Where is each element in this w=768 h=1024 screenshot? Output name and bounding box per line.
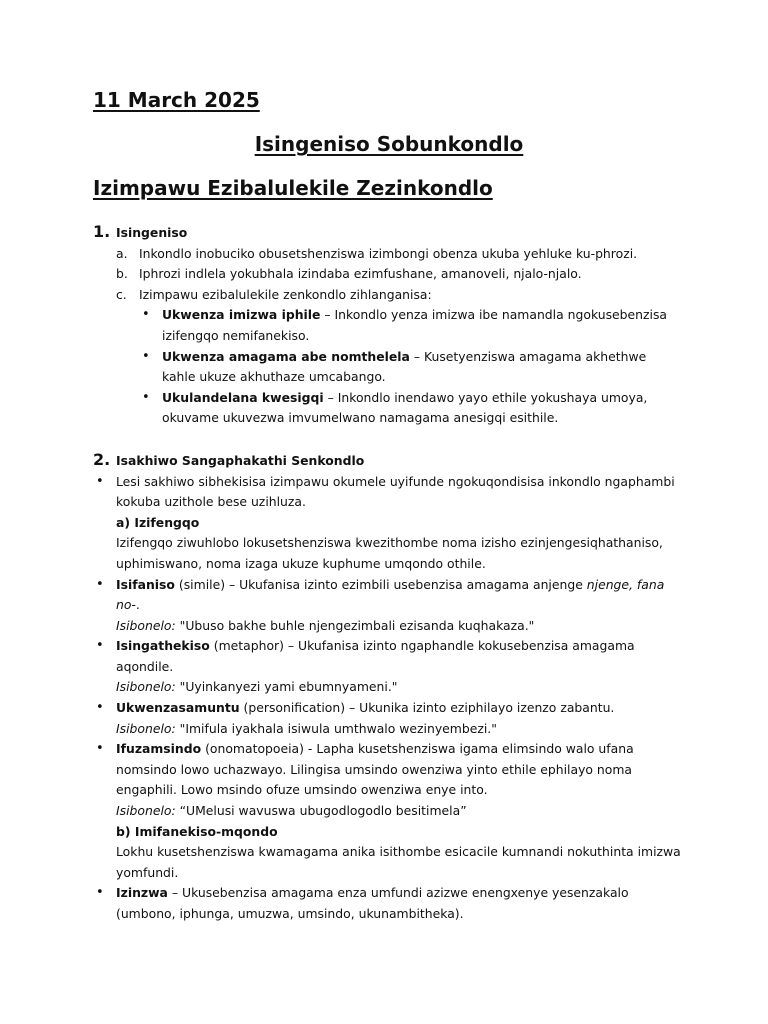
figure-desc: (onomatopoeia) - Lapha kusetshenziswa igama elimsindo walo ufana nomsindo lowo uchazwayo. Lilingisa umsindo owenziwa yinto ethile ephilayo noma engaphili. Lowo msindo ofuze umsindo owenziwa enye into. — [116, 741, 634, 798]
section-1-title: Isingeniso — [116, 225, 188, 240]
figure-item — [93, 575, 683, 637]
feature-term: Ukwenza imizwa iphile — [162, 307, 321, 323]
example-label: Isibonelo: — [116, 617, 176, 633]
example-text: “UMelusi wavuswa ubugodlogodlo besitimela” — [175, 803, 467, 819]
example-text: "Ubuso bakhe buhle njengezimbali ezisanda kuqhakaza." — [175, 617, 535, 633]
example-text: "Uyinkanyezi yami ebumnyameni." — [175, 679, 398, 695]
figure-term: Isifaniso — [116, 576, 175, 592]
features-list — [139, 305, 683, 429]
list-item — [116, 264, 683, 285]
figure-item — [93, 698, 683, 739]
list-item — [93, 472, 683, 513]
figure-desc-italic: njenge, fana no- — [116, 576, 665, 613]
imagery-item — [93, 883, 683, 924]
imifanekiso-list — [93, 883, 683, 924]
section-1-number: 1. — [93, 222, 111, 241]
list-item-text: Inkondlo inobuciko obusetshenziswa izimbongi obenza ukuba yehluke ku-phrozi. — [139, 245, 638, 261]
figure-term: Ukwenzasamuntu — [116, 700, 240, 716]
imagery-term: Izinzwa — [116, 885, 168, 901]
feature-item — [139, 305, 683, 346]
feature-desc: – Kusetyenziswa amagama akhethwe kahle ukuze akhuthaze umcabango. — [162, 348, 647, 385]
example-label: Isibonelo: — [116, 679, 176, 695]
imifanekiso-description: Lokhu kusetshenziswa kwamagama anika isithombe esicacile kumnandi nokuthinta imizwa yomfundi. — [116, 844, 681, 880]
figure-term: Ifuzamsindo — [116, 741, 202, 757]
document-title: Isingeniso Sobunkondlo — [254, 132, 524, 156]
document-body — [93, 222, 683, 925]
figure-term: Isingathekiso — [116, 638, 210, 654]
figure-item — [93, 636, 683, 698]
figure-desc: (metaphor) – Ukufanisa izinto ngaphandle kokusebenzisa amagama aqondile. — [116, 638, 635, 674]
section-2-intro: Lesi sakhiwo sibhekisisa izimpawu okumele uyifunde ngokuqondisisa inkondlo ngaphambi kokuba uzithole bese uzihluza. — [116, 473, 675, 510]
section-2-heading — [93, 450, 683, 472]
figure-item — [93, 739, 683, 821]
list-item-text: Izimpawu ezibalulekile zenkondlo zihlanganisa: — [139, 286, 432, 302]
figure-desc-tail: . — [135, 597, 140, 613]
feature-desc: – Inkondlo yenza imizwa ibe namandla ngokusebenzisa izifengqo nemifanekiso. — [162, 307, 668, 343]
list-marker: a. — [116, 245, 128, 261]
list-item-text: Iphrozi indlela yokubhala izindaba ezimfushane, amanoveli, njalo-njalo. — [139, 266, 582, 282]
example-text: "Imifula iyakhala isiwula umthwalo wezinyembezi." — [175, 720, 497, 736]
section-2-intro-list — [93, 472, 683, 513]
example-label: Isibonelo: — [116, 720, 176, 736]
imifanekiso-heading: b) Imifanekiso-mqondo — [116, 823, 278, 839]
figure-desc: (simile) – Ukufanisa izinto ezimbili usebenzisa amagama anjenge — [174, 576, 587, 592]
feature-desc: – Inkondlo inendawo yayo ethile yokushaya umoya, okuvame ukuvezwa imvumelwano namagama anesigqi esithile. — [162, 389, 648, 426]
section-1-list — [93, 244, 683, 429]
feature-item — [139, 347, 683, 388]
list-marker: b. — [116, 266, 128, 282]
feature-item — [139, 388, 683, 429]
section-2-number: 2. — [93, 449, 111, 469]
izifengqo-description: Izifengqo ziwuhlobo lokusetshenziswa kwezithombe noma izisho ezinjengesiqhathaniso, uphimiswano, noma izaga ukuze kuphume umqondo othile. — [116, 535, 663, 571]
izifengqo-list — [93, 575, 683, 822]
figure-desc: (personification) – Ukunika izinto eziphilayo izenzo zabantu. — [239, 700, 615, 716]
section-2-title: Isakhiwo Sangaphakathi Senkondlo — [116, 452, 365, 468]
list-marker: c. — [116, 286, 127, 302]
list-item — [116, 244, 683, 265]
list-item — [116, 285, 683, 429]
imagery-desc: – Ukusebenzisa amagama enza umfundi azizwe enengxenye yesenzakalo (umbono, iphunga, umuzwa, umsindo, ukunambitheka). — [116, 885, 629, 921]
example-label: Isibonelo: — [116, 803, 176, 819]
feature-term: Ukwenza amagama abe nomthelela — [162, 348, 410, 364]
feature-term: Ukulandelana kwesigqi — [162, 389, 324, 405]
section-1-heading — [93, 222, 683, 244]
document-date: 11 March 2025 — [93, 88, 260, 112]
document-subtitle: Izimpawu Ezibalulekile Zezinkondlo — [93, 176, 493, 200]
izifengqo-heading: a) Izifengqo — [116, 514, 200, 530]
